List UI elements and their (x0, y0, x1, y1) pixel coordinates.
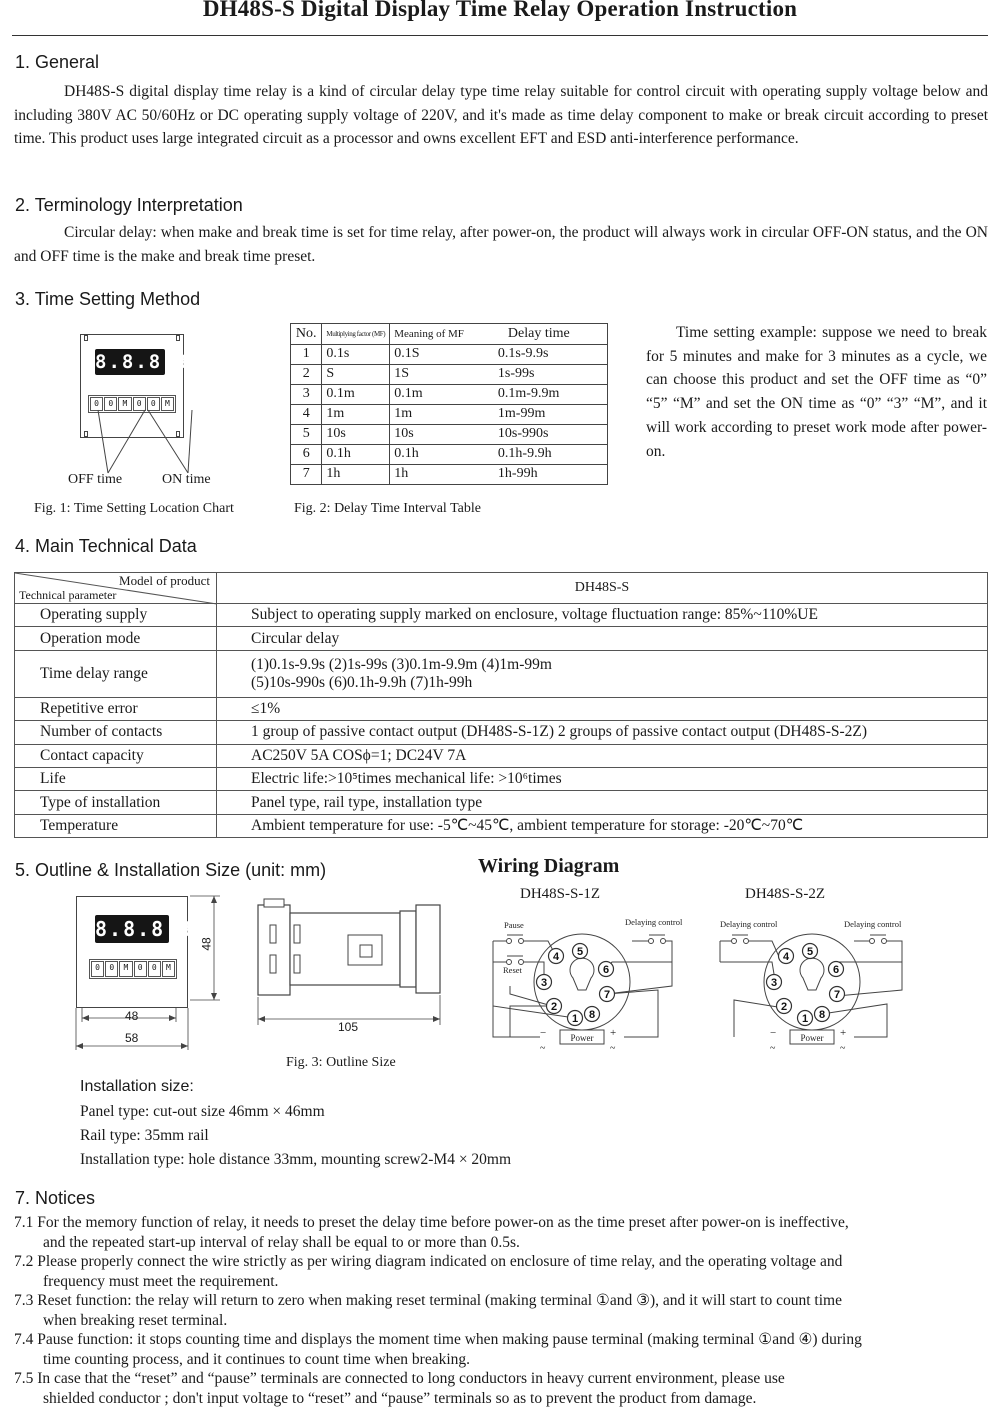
fig3-caption: Fig. 3: Outline Size (286, 1055, 396, 1070)
dim-48-vertical: 48 (199, 937, 214, 951)
wire (607, 962, 672, 994)
notice-continuation: time counting process, and it continues to count time when breaking. (43, 1350, 471, 1368)
pin-label: 6 (832, 964, 840, 976)
thumbwheel-switch: 0 (91, 961, 104, 977)
tech-row (15, 604, 988, 627)
device-tab (176, 335, 180, 341)
tech-row (15, 767, 988, 790)
thumbwheel-switch: 0 (147, 397, 160, 411)
power-label: Power (800, 1033, 824, 1043)
table-cell: S (322, 364, 390, 384)
pin-label: 5 (576, 946, 584, 958)
notice-continuation: shielded conductor ; don't input voltage to “reset” and “pause” terminals so as to prevent the product from damage. (43, 1389, 757, 1407)
dim-48-horizontal: 48 (125, 1009, 139, 1023)
pin-label: 5 (806, 946, 814, 958)
tech-value: 1 group of passive contact output (DH48S-S-1Z) 2 groups of passive contact output (DH48S-S-2Z) (217, 721, 988, 744)
pause-label: Pause (504, 920, 524, 930)
table-cell: 0.1m (322, 384, 390, 404)
notice-continuation: when breaking reset terminal. (43, 1311, 228, 1329)
table-cell: 10s (390, 424, 468, 444)
terminology-text: Circular delay: when make and break time is set for time relay, after power-on, the product will always work in circular OFF-ON status, and the ON and OFF time is the make and break time preset. (14, 224, 988, 265)
wiring-diagram-1z (490, 914, 683, 1054)
wiring-svg (490, 914, 683, 1054)
corner-bottom-label: Technical parameter (19, 588, 117, 602)
section-heading-tech-data: 4. Main Technical Data (15, 536, 197, 556)
thumbwheel-switch: 0 (134, 961, 147, 977)
tech-value: Subject to operating supply marked on enclosure, voltage fluctuation range: 85%~110%UE (217, 604, 988, 627)
table-cell: 6 (291, 444, 322, 464)
tech-param: Repetitive error (15, 697, 217, 720)
table-cell: 1h (322, 464, 390, 484)
tech-param: Type of installation (15, 791, 217, 814)
header-mf: Multiplying factor (MF) (322, 324, 390, 344)
section-heading-general: 1. General (15, 52, 100, 72)
thumbwheel-switch: M (118, 397, 131, 411)
wire (749, 941, 780, 959)
tech-row (15, 721, 988, 744)
section-heading-outline: 5. Outline & Installation Size (unit: mm) (15, 860, 327, 880)
table-cell: 0.1s (322, 344, 390, 364)
section-heading-notices: 7. Notices (15, 1188, 96, 1208)
thumbwheel-switch: 0 (105, 961, 118, 977)
table-cell: 0.1h (322, 444, 390, 464)
switch-contact (519, 960, 524, 965)
document-title: DH48S-S Digital Display Time Relay Operation Instruction (202, 0, 798, 21)
socket-key (570, 958, 594, 990)
model-cell: DH48S-S (217, 573, 988, 604)
table-cell: 5 (291, 424, 322, 444)
pin-label: 3 (770, 977, 778, 989)
tech-value-line: (1)0.1s-9.9s (2)1s-99s (3)0.1m-9.9m (4)1m-99m (251, 655, 552, 673)
ac-sign: ~ (540, 1043, 546, 1054)
pin-label: 2 (550, 1001, 558, 1013)
fig2-delay-table (290, 323, 608, 485)
notice-continuation: and the repeated start-up interval of relay shall be equal to or more than 0.5s. (43, 1233, 520, 1251)
switch-contact (519, 939, 524, 944)
tech-param: Contact capacity (15, 744, 217, 767)
table-row (291, 344, 607, 364)
table-row (291, 444, 607, 464)
minus-sign: − (770, 1027, 777, 1039)
tech-row (15, 627, 988, 650)
off-time-label: OFF time (68, 472, 123, 487)
minus-sign: − (540, 1027, 547, 1039)
install-line-rail: Rail type: 35mm rail (80, 1127, 209, 1144)
delaying-control-label-left: Delaying control (720, 919, 778, 929)
socket-key (800, 958, 824, 990)
wire (837, 962, 902, 996)
plus-sign: + (610, 1027, 617, 1039)
table-cell: 7 (291, 464, 322, 484)
tech-param: Time delay range (15, 650, 217, 697)
pin-label: 2 (780, 1001, 788, 1013)
section-heading-time-setting: 3. Time Setting Method (15, 289, 201, 309)
fig1-caption: Fig. 1: Time Setting Location Chart (34, 501, 234, 516)
outline-display: 8.8.8.8. (95, 917, 208, 941)
table-row (291, 464, 607, 484)
fig1-display: 8.8.8.8. (95, 351, 203, 373)
table-cell: 0.1S (390, 344, 468, 364)
wire (836, 941, 902, 962)
terminology-paragraph (14, 221, 988, 268)
notice-lead: 7.4 Pause function: it stops counting time and displays the moment time when making pause terminal (making terminal ①and ④) during (14, 1331, 862, 1348)
title-rule (12, 35, 988, 36)
dim-105: 105 (338, 1020, 359, 1034)
tech-value: Ambient temperature for use: -5℃~45℃, ambient temperature for storage: -20℃~70℃ (217, 814, 988, 837)
switch-contact (661, 939, 666, 944)
corner-top-label: Model of product (119, 573, 210, 588)
notice-lead: 7.3 Reset function: the relay will return to zero when making reset terminal (making terminal ①and ③), and it will start to count time (14, 1292, 842, 1309)
general-paragraph (14, 80, 988, 151)
switch-contact (882, 939, 887, 944)
dim-58: 58 (125, 1031, 139, 1045)
pin-label: 3 (540, 977, 548, 989)
thumbwheel-switch: 0 (148, 961, 161, 977)
table-row (291, 384, 607, 404)
tech-value-line: (5)10s-990s (6)0.1h-9.9h (7)1h-99h (251, 673, 473, 691)
tech-param: Number of contacts (15, 721, 217, 744)
tech-value: Panel type, rail type, installation type (217, 791, 988, 814)
fig2-caption: Fig. 2: Delay Time Interval Table (294, 501, 481, 516)
tech-data-table-wrap (14, 572, 988, 838)
thumbwheel-switch: 0 (104, 397, 117, 411)
install-heading: Installation size: (80, 1078, 194, 1095)
pin-label: 1 (801, 1013, 809, 1025)
switch-contact (649, 939, 654, 944)
tech-row (15, 814, 988, 837)
notice-lead: 7.2 Please properly connect the wire strictly as per wiring diagram indicated on enclosure of time relay, and the operating voltage and (14, 1253, 843, 1270)
general-text: DH48S-S digital display time relay is a kind of circular delay type time relay suitable for control circuit with operating supply voltage below and including 380V AC 50/60Hz or DC operating supply voltage of 220V, and it's made as time delay component to make or break circuit according to preset time. This product uses large integrated circuit as a processor and owns excellent EFT and ESD anti-interference performance. (14, 83, 988, 147)
notice-item (14, 1252, 990, 1291)
on-time-label: ON time (162, 472, 211, 487)
switch-contact (732, 939, 737, 944)
header-no: No. (291, 324, 322, 344)
pin-label: 1 (571, 1013, 579, 1025)
delaying-control-label-right: Delaying control (844, 919, 902, 929)
table-cell: 1m (322, 404, 390, 424)
switch-contact (507, 960, 512, 965)
notice-lead: 7.1 For the memory function of relay, it needs to preset the delay time before power-on as the time preset after power-on is ineffective, (14, 1214, 849, 1231)
notice-item (14, 1369, 990, 1408)
delaying-control-label: Delaying control (625, 917, 683, 927)
reset-label: Reset (503, 965, 522, 975)
thumbwheel-switch: 0 (90, 397, 103, 411)
wiring-1z-title: DH48S-S-1Z (520, 886, 601, 902)
wiring-svg (712, 914, 912, 1054)
header-meaning: Meaning of MF (390, 324, 468, 344)
switch-contact (744, 939, 749, 944)
table-cell: 0.1m (390, 384, 468, 404)
table-cell: 10s-990s (468, 424, 607, 444)
example-text: Time setting example: suppose we need to break for 5 minutes and make for 3 minutes as a cycle, we can choose this product and set the OFF time as “0” “5” “M” and set the ON time as “0” “3” “M”, and it will work according to preset work mode after power-on. (646, 324, 987, 460)
table-cell: 1m-99m (468, 404, 607, 424)
pin-label: 4 (552, 951, 560, 963)
notice-item (14, 1330, 990, 1369)
thumbwheel-switch: M (161, 397, 174, 411)
tech-row (15, 697, 988, 720)
table-cell: 10s (322, 424, 390, 444)
switch-contact (507, 939, 512, 944)
tech-value: ≤1% (217, 697, 988, 720)
tech-value: AC250V 5A COSϕ=1; DC24V 7A (217, 744, 988, 767)
table-cell: 0.1m-9.9m (468, 384, 607, 404)
table-cell: 3 (291, 384, 322, 404)
thumbwheel-switch: M (162, 961, 175, 977)
install-line-installation: Installation type: hole distance 33mm, mounting screw2-M4 × 20mm (80, 1151, 512, 1168)
table-cell: 1h (390, 464, 468, 484)
tech-row (15, 744, 988, 767)
plus-sign: + (840, 1027, 847, 1039)
wire (606, 941, 672, 969)
pin-label: 7 (603, 989, 611, 1001)
pin-label: 8 (818, 1009, 826, 1021)
notice-item (14, 1291, 990, 1330)
table-cell: 0.1h-9.9h (468, 444, 607, 464)
tech-param: Life (15, 767, 217, 790)
ac-sign: ~ (770, 1043, 776, 1054)
table-cell: 0.1s-9.9s (468, 344, 607, 364)
tech-value: Circular delay (217, 627, 988, 650)
pin-label: 8 (588, 1009, 596, 1021)
tech-header-row (15, 573, 988, 604)
table-row (291, 404, 607, 424)
table-cell: 1S (390, 364, 468, 384)
tech-row (15, 650, 988, 697)
wiring-2z-title: DH48S-S-2Z (745, 886, 826, 902)
wiring-heading: Wiring Diagram (478, 855, 620, 877)
table-header-row (291, 324, 607, 344)
ac-sign: ~ (610, 1043, 616, 1054)
device-tab (84, 335, 88, 341)
switch-contact (870, 939, 875, 944)
notice-item (14, 1213, 990, 1252)
table-cell: 1m (390, 404, 468, 424)
tech-value (217, 650, 988, 697)
ac-sign: ~ (840, 1043, 846, 1054)
notices-list (14, 1213, 990, 1408)
wiring-diagram-2z (712, 914, 912, 1054)
table-cell: 1h-99h (468, 464, 607, 484)
tech-value: Electric life:>10⁵times mechanical life: >10⁶times (217, 767, 988, 790)
power-label: Power (570, 1033, 594, 1043)
pin-label: 7 (833, 989, 841, 1001)
outline-front-dimensions (70, 890, 230, 1055)
table-cell: 4 (291, 404, 322, 424)
tech-row (15, 791, 988, 814)
time-setting-example (646, 321, 987, 463)
tech-data-table (14, 572, 988, 838)
table-row (291, 364, 607, 384)
table-row (291, 424, 607, 444)
header-delay: Delay time (468, 324, 607, 344)
table-cell: 1 (291, 344, 322, 364)
install-line-panel: Panel type: cut-out size 46mm × 46mm (80, 1103, 325, 1120)
tech-param: Temperature (15, 814, 217, 837)
corner-cell (15, 573, 217, 604)
table-cell: 1s-99s (468, 364, 607, 384)
pin-label: 6 (602, 964, 610, 976)
notice-lead: 7.5 In case that the “reset” and “pause” terminals are connected to long conductors in heavy current environment, please use (14, 1370, 785, 1387)
tech-param: Operation mode (15, 627, 217, 650)
section-heading-terminology: 2. Terminology Interpretation (15, 195, 243, 215)
pin-label: 4 (782, 951, 790, 963)
notice-continuation: frequency must meet the requirement. (43, 1272, 279, 1290)
wire (493, 1006, 540, 1037)
thumbwheel-switch: 0 (133, 397, 146, 411)
tech-param: Operating supply (15, 604, 217, 627)
thumbwheel-switch: M (119, 961, 132, 977)
table-cell: 0.1h (390, 444, 468, 464)
table-cell: 2 (291, 364, 322, 384)
fig1-leader-lines (60, 385, 240, 480)
